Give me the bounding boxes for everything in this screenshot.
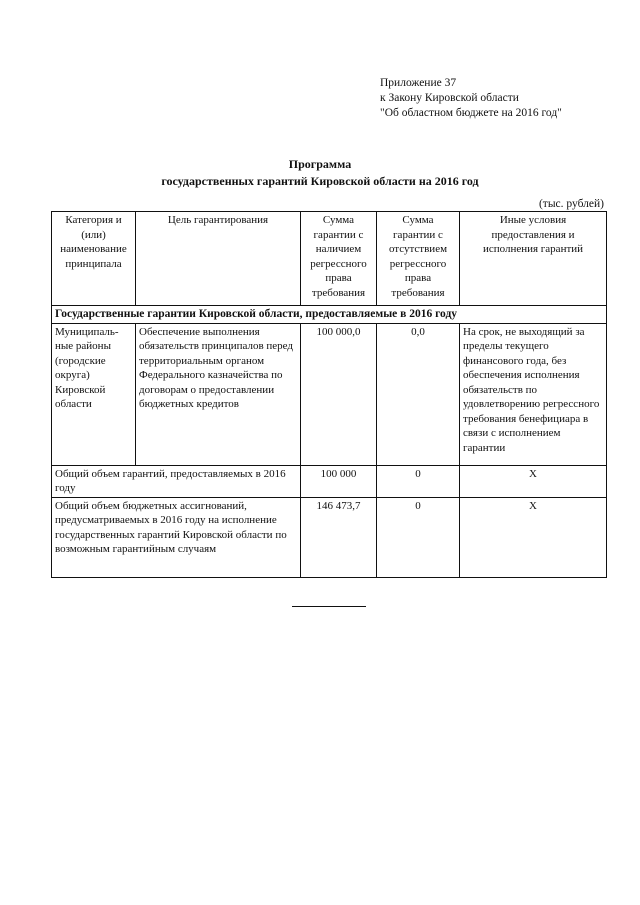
header-without-regress: Сумма гарантии с отсутствием регрессного права требования <box>377 212 460 306</box>
cell-with-regress: 100 000,0 <box>301 323 377 465</box>
end-rule <box>292 606 366 607</box>
title-line-1: Программа <box>288 157 352 171</box>
table-header-row <box>52 212 607 306</box>
header-conditions: Иные условия предоставления и исполнения гарантий <box>460 212 607 306</box>
document-title <box>0 156 640 190</box>
cell-without-regress: 0,0 <box>377 323 460 465</box>
section-row <box>52 306 607 324</box>
table-row <box>52 323 607 465</box>
units-note: (тыс. рублей) <box>538 198 604 210</box>
appendix-line-3: "Об областном бюджете на 2016 год" <box>380 107 562 119</box>
total-row-guarantees <box>52 465 607 497</box>
header-principal: Категория и (или) наименование принципала <box>52 212 136 306</box>
appendix-line-1: Приложение 37 <box>380 77 457 89</box>
cell-purpose: Обеспечение выполнения обязательств принципалов перед территориальным органом Федерального казначейства по договорам о предоставлении бюджетных кредитов <box>136 323 301 465</box>
total1-without-regress: 0 <box>377 465 460 497</box>
total2-with-regress: 146 473,7 <box>301 497 377 577</box>
guarantees-table <box>51 211 607 578</box>
appendix-block <box>380 76 562 121</box>
total2-without-regress: 0 <box>377 497 460 577</box>
cell-conditions: На срок, не выходящий за пределы текущего финансового года, без обеспечения исполнения обязательств по удовлетворению регрессного требования бенефициара в связи с исполнением гарантии <box>460 323 607 465</box>
total2-conditions: X <box>460 497 607 577</box>
cell-principal: Муниципаль-ные районы (городские округа) Кировской области <box>52 323 136 465</box>
header-with-regress: Сумма гарантии с наличием регрессного права требования <box>301 212 377 306</box>
header-purpose: Цель гарантирования <box>136 212 301 306</box>
total2-label: Общий объем бюджетных ассигнований, предусматриваемых в 2016 году на исполнение государственных гарантий Кировской области по возможным гарантийным случаям <box>52 497 301 577</box>
appendix-line-2: к Закону Кировской области <box>380 92 519 104</box>
total1-with-regress: 100 000 <box>301 465 377 497</box>
total1-label: Общий объем гарантий, предоставляемых в 2016 году <box>52 465 301 497</box>
total-row-appropriations <box>52 497 607 577</box>
total1-conditions: X <box>460 465 607 497</box>
title-line-2: государственных гарантий Кировской области на 2016 год <box>161 174 479 188</box>
section-title: Государственные гарантии Кировской области, предоставляемые в 2016 году <box>52 306 607 324</box>
